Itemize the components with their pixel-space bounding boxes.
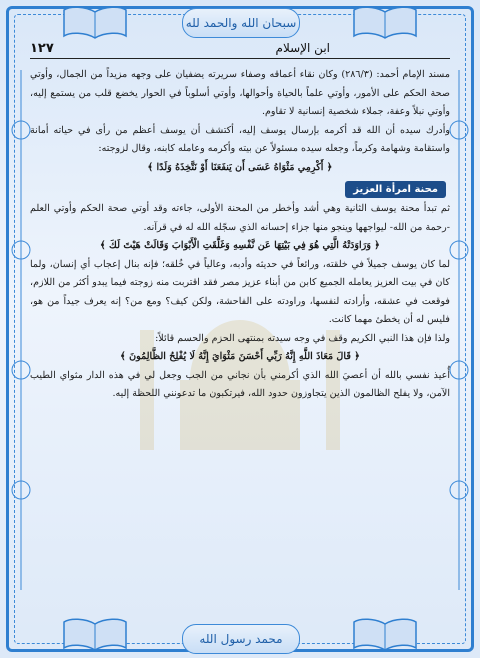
paragraph: وأدرك سيده أن الله قد أكرمه بإرسال يوسف إليه، أكتشف أن يوسف أعظم من رأى في حياته أمانة واستقامة وشهامة وكرماً، وجعله سيده مسئولاً عن بيته وأكرمه وعامله كابنه، وقال لزوجته: (30, 124, 450, 154)
section-title: محنة امرأة العزيز (345, 181, 446, 198)
paragraph: ثم تبدأ محنة يوسف الثانية وهي أشد وأخطر من المحنة الأولى، جاءته وقد أوتي صحة الحكم وأوتي العلم -رحمة من الله- ليواجهها وينجو منها جزاء إحسانه الذي سجّله الله له في قرآنه. (30, 203, 450, 233)
quran-verse: ﴿ قَالَ مَعَاذَ اللَّهِ إِنَّهُ رَبِّي أَحْسَنَ مَثْوَايَ إِنَّهُ لَا يُفْلِحُ الظَّالِمُونَ ﴾ (120, 351, 360, 362)
top-banner: سبحان الله والحمد لله (182, 8, 300, 38)
quran-verse: ﴿ أَكْرِمِي مَثْوَاهُ عَسَى أَن يَنفَعَنَا أَوْ نَتَّخِذَهُ وَلَدًا ﴾ (147, 161, 333, 173)
bottom-banner: محمد رسول الله (182, 624, 300, 654)
open-book-icon (350, 616, 420, 652)
paragraph: ولذا فإن هذا النبي الكريم وقف في وجه سيدته بمنتهى الحزم والحسم قائلاً: (155, 332, 450, 344)
open-book-icon (350, 4, 420, 40)
page-number: ١٢٧ (30, 40, 54, 56)
paragraph: لما كان يوسف جميلاً في خلقته، ورائعاً في حديثه وأدبه، وعالياً في خُلقه؛ فإنه بنال إعجاب أي إنسان، ولما كان في بيت العزيز يعامله الجميع كابن من أبناء عزيز مصر فقد اقتربت منه زوجته فيما يبدو أكثر من اللازم، فوقعت في عشقه، وأرادته لنفسها، وراودته على الفاحشة، ولكن كيف؟ ومع من؟ إنه يعرف جيداً من هو، فليس له أن يخطئ مهما كانت. (30, 258, 450, 325)
open-book-icon (60, 616, 130, 652)
quran-verse: ﴿ وَرَاوَدَتْهُ الَّتِي هُوَ فِي بَيْتِهَا عَن نَّفْسِهِ وَغَلَّقَتِ الْأَبْوَابَ وَقَالَتْ هَيْتَ لَكَ ﴾ (100, 240, 380, 251)
paragraph: مسند الإمام أحمد: (٢٨٦/٣) وكان نقاء أعماقه وصفاء سريرته يضفيان على وجهه مزيداً من الجمال، وأوتي صحة الحكم على الأمور، وأوتي علماً بالحياة وأحوالها، وأوتي أسلوباً في الحوار يخضع قلب من يستمع إليه، وأوتي نبلاً وعفة، جملاء شخصية إنسانية لا تقاوم. (30, 69, 450, 117)
paragraph: أُعيذ نفسي بالله أن أعصيَ الله الذي أكرمني بأن نجاني من الجب وجعل لي في هذه الدار مثواي الطيب الآمن، ولا يفلح الظالمون الذين يتجاوزون حدود الله، فيرتكبون ما تدعونني اللحظة إليه. (30, 369, 450, 399)
running-title: ابن الإسلام (275, 41, 330, 55)
open-book-icon (60, 4, 130, 40)
page-header (30, 38, 450, 59)
page-body (30, 66, 450, 614)
